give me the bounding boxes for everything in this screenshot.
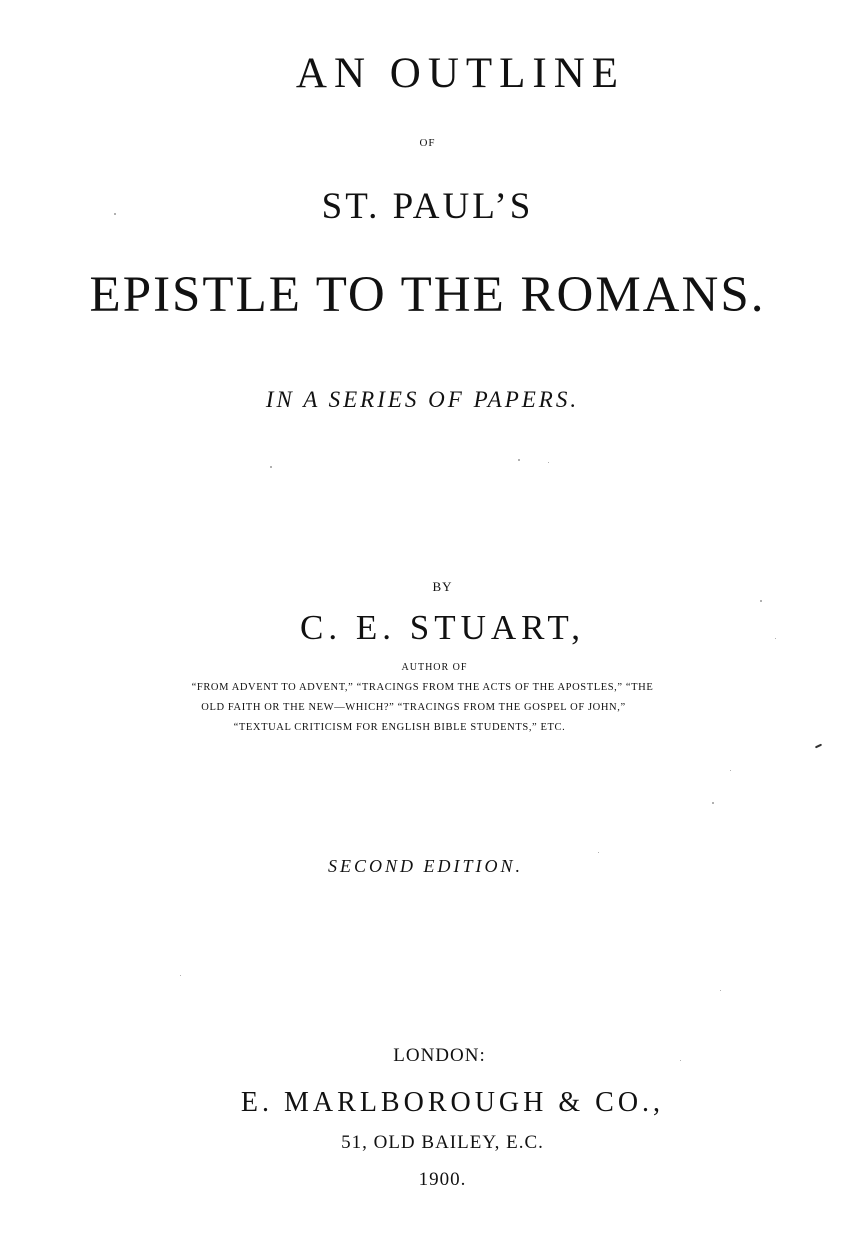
publisher-address: 51, OLD BAILEY, E.C. <box>341 1132 544 1153</box>
title-line-st-pauls: ST. PAUL’S <box>321 186 534 227</box>
scan-speck <box>518 459 520 461</box>
scan-speck <box>775 638 776 639</box>
edition-label: SECOND EDITION. <box>327 856 523 876</box>
imprint-city: LONDON: <box>393 1045 486 1066</box>
scan-speck <box>680 1060 681 1061</box>
scan-speck <box>712 802 714 804</box>
scan-speck <box>114 213 116 215</box>
publisher-name: E. MARLBOROUGH & CO., <box>240 1087 665 1118</box>
subtitle: IN A SERIES OF PAPERS. <box>265 387 580 412</box>
scan-speck <box>815 744 822 749</box>
author-works-line: “TEXTUAL CRITICISM FOR ENGLISH BIBLE STUDENTS,” ETC. <box>233 722 566 733</box>
scan-speck <box>548 462 549 463</box>
author-works-line: OLD FAITH OR THE NEW—WHICH?” “TRACINGS FROM THE GOSPEL OF JOHN,” <box>201 702 626 713</box>
title-line-epistle: EPISTLE TO THE ROMANS. <box>89 267 766 323</box>
author-works-line: “FROM ADVENT TO ADVENT,” “TRACINGS FROM THE ACTS OF THE APOSTLES,” “THE <box>191 682 654 693</box>
scan-speck <box>598 852 599 853</box>
by-line: BY <box>432 579 453 594</box>
author-of-label: AUTHOR OF <box>401 662 468 673</box>
title-line-of: OF <box>419 137 436 149</box>
title-line-an-outline: AN OUTLINE <box>295 50 626 97</box>
scan-speck <box>270 466 272 468</box>
scan-speck <box>720 990 721 991</box>
publication-year: 1900. <box>418 1169 467 1190</box>
scan-speck <box>180 975 181 976</box>
author-name: C. E. STUART, <box>300 608 585 647</box>
scan-speck <box>760 600 762 602</box>
scan-speck <box>730 770 731 771</box>
